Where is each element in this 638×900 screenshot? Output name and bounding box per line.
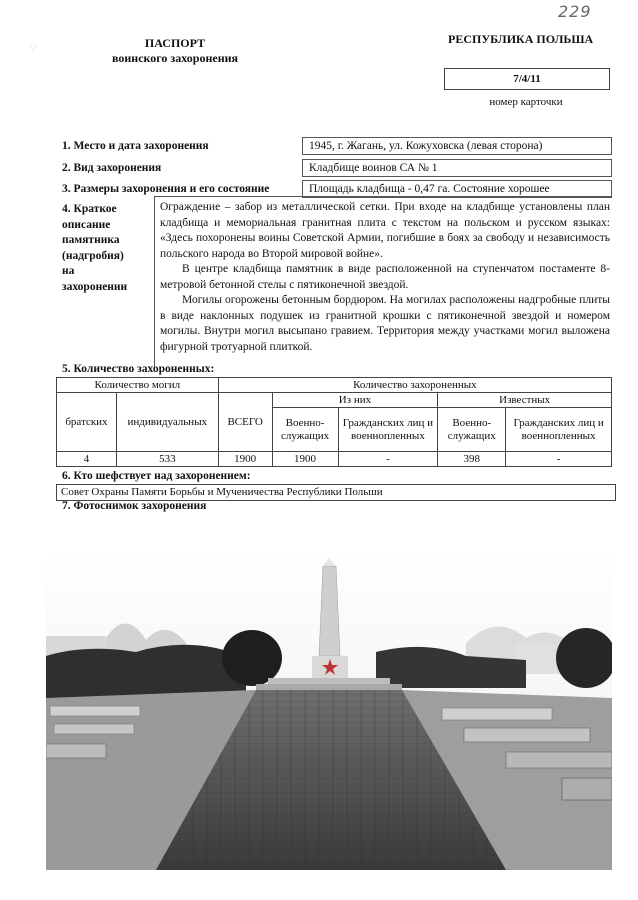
header-military-known: Военно-служащих — [438, 408, 506, 452]
header-civil-known: Гражданских лиц и военнопленных — [506, 408, 612, 452]
card-number-caption: номер карточки — [489, 96, 563, 108]
header-total: ВСЕГО — [218, 393, 272, 452]
place-label: 1. Место и дата захоронения — [62, 140, 209, 152]
header-civil: Гражданских лиц и военнопленных — [338, 408, 438, 452]
header-known: Известных — [438, 393, 612, 408]
cemetery-photo — [46, 548, 612, 870]
header-buried: Количество захороненных — [218, 378, 611, 393]
card-number-box: 7/4/11 — [444, 68, 610, 90]
description-label: 4. Краткое описание памятника (надгробия) на захоронении — [62, 203, 128, 293]
description-paragraph: Могилы огорожены бетонным бордюром. На могилах расположены надгробные плиты в виде наклонных подушек из гранитной крошки с пятиконечной звездой и номером могилы. Внутри могил высыпано гравием. Территория между участками могил выложена фигурной тротуарной плиткой. — [160, 294, 610, 353]
watermark: ☆ — [25, 38, 41, 55]
burial-count-table — [56, 377, 612, 467]
value-total: 1900 — [218, 452, 272, 467]
handwritten-page-number: 229 — [558, 2, 592, 21]
section5-title: 5. Количество захороненных: — [62, 363, 215, 375]
header-individual: индивидуальных — [116, 393, 218, 452]
description-paragraph: В центре кладбища памятник в виде расположенной на ступенчатом постаменте 8-метровой бетонной стелы с пятиконечной звездой. — [160, 263, 610, 291]
type-value: Кладбище воинов СА № 1 — [302, 159, 612, 177]
section7-title: 7. Фотоснимок захоронения — [62, 500, 207, 512]
size-value: Площадь кладбища - 0,47 га. Состояние хорошее — [302, 180, 612, 198]
description-paragraph: Ограждение – забор из металлической сетки. При входе на кладбище установлены план кладбища и мемориальная гранитная плита с текстом на польском и русском языках: «Здесь похоронены воины Советской Армии, погибшие в боях за свободу и независимость польского народа во Второй мировой войне». — [160, 201, 610, 260]
value-mass: 4 — [57, 452, 117, 467]
header-mass: братских — [57, 393, 117, 452]
value-individual: 533 — [116, 452, 218, 467]
section6-title: 6. Кто шефствует над захоронением: — [62, 470, 251, 482]
document-title: ПАСПОРТ — [144, 36, 206, 50]
country-heading: РЕСПУБЛИКА ПОЛЬША — [448, 32, 594, 46]
header-of-them: Из них — [272, 393, 438, 408]
place-value: 1945, г. Жагань, ул. Кожуховска (левая сторона) — [302, 137, 612, 155]
value-military-known: 398 — [438, 452, 506, 467]
size-label: 3. Размеры захоронения и его состояние — [62, 183, 270, 195]
value-civil: - — [338, 452, 438, 467]
description-text — [160, 200, 610, 355]
header-military: Военно-служащих — [272, 408, 338, 452]
table-row — [57, 452, 612, 467]
value-military: 1900 — [272, 452, 338, 467]
patron-value: Совет Охраны Памяти Борьбы и Мученичества Республики Польши — [56, 484, 616, 501]
value-civil-known: - — [506, 452, 612, 467]
header-graves: Количество могил — [57, 378, 219, 393]
type-label: 2. Вид захоронения — [62, 162, 162, 174]
document-subtitle: воинского захоронения — [111, 51, 239, 65]
document-header — [100, 36, 250, 66]
